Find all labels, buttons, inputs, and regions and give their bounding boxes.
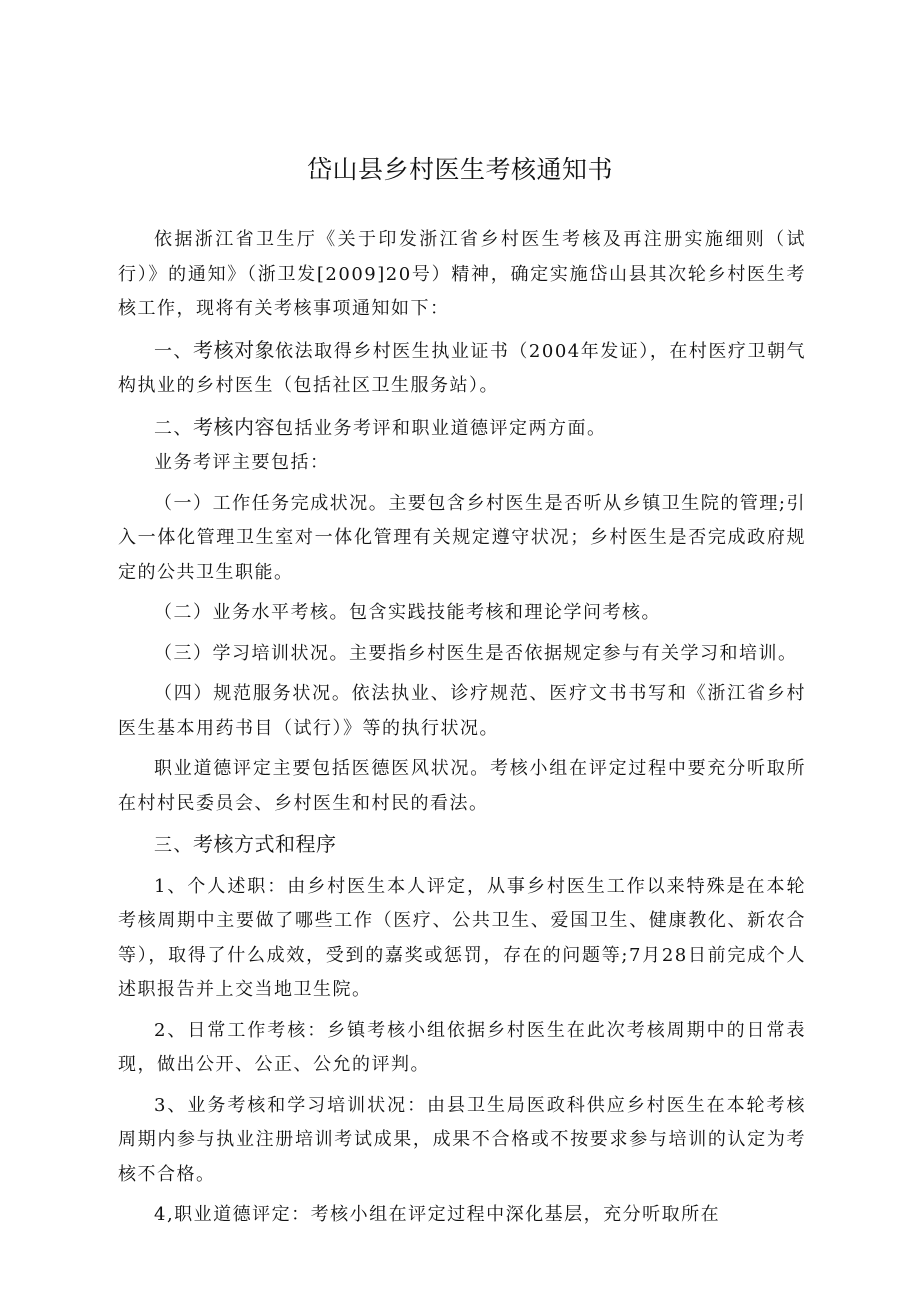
- section-2-text: 包括业务考评和职业道德评定两方面。: [275, 417, 607, 439]
- section-1-paragraph: [118, 333, 806, 404]
- item-4-paragraph: （四）规范服务状况。依法执业、诊疗规范、医疗文书书写和《浙江省乡村医生基本用药书目（试行）》等的执行状况。: [118, 683, 806, 739]
- document-body: [118, 223, 806, 1233]
- section-3-paragraph: [118, 827, 806, 864]
- item-2-paragraph: （二）业务水平考核。包含实践技能考核和理论学问考核。: [154, 602, 661, 623]
- section-1-text: 依法取得乡村医生执业证书（2004年发证），在村医疗卫朝气构执业的乡村医生（包括社区卫生服务站）。: [118, 340, 807, 396]
- step-2-paragraph: 2、日常工作考核：乡镇考核小组依据乡村医生在此次考核周期中的日常表现，做出公开、公正、公允的评判。: [118, 1019, 806, 1075]
- section-3-heading: 考核方式和程序: [193, 832, 337, 856]
- item-3-paragraph: （三）学习培训状况。主要指乡村医生是否依据规定参与有关学习和培训。: [154, 642, 798, 664]
- section-2-paragraph: [118, 410, 806, 447]
- step-4-paragraph: 4,职业道德评定：考核小组在评定过程中深化基层，充分听取所在: [154, 1204, 721, 1225]
- item-1-paragraph: （一）工作任务完成状况。主要包含乡村医生是否听从乡镇卫生院的管理;引入一体化管理卫生室对一体化管理有关规定遵守状况；乡村医生是否完成政府规定的公共卫生职能。: [118, 492, 806, 583]
- section-1-prefix: 一、: [154, 340, 194, 362]
- section-2-heading: 考核内容: [193, 414, 275, 439]
- step-1-paragraph: 1、个人述职：由乡村医生本人评定，从事乡村医生工作以来特殊是在本轮考核周期中主要做了哪些工作（医疗、公共卫生、爱国卫生、健康教化、新农合等），取得了什么成效，受到的嘉奖或惩罚，存在的问题等;7月28日前完成个人述职报告并上交当地卫生院。: [118, 875, 806, 1000]
- business-intro-paragraph: 业务考评主要包括：: [154, 452, 330, 473]
- ethics-paragraph: 职业道德评定主要包括医德医风状况。考核小组在评定过程中要充分听取所在村村民委员会、乡村医生和村民的看法。: [118, 758, 806, 814]
- section-3-prefix: 三、: [154, 835, 193, 856]
- document-title: 岱山县乡村医生考核通知书: [306, 155, 613, 184]
- section-1-heading: 考核对象: [193, 337, 276, 362]
- step-3-paragraph: 3、业务考核和学习培训状况：由县卫生局医政科供应乡村医生在本轮考核周期内参与执业注册培训考试成果，成果不合格或不按要求参与培训的认定为考核不合格。: [118, 1094, 806, 1185]
- intro-paragraph: 依据浙江省卫生厅《关于印发浙江省乡村医生考核及再注册实施细则（试行）》的通知》（浙卫发[2009]20号）精神，确定实施岱山县其次轮乡村医生考核工作，现将有关考核事项通知如下：: [118, 229, 806, 319]
- section-2-prefix: 二、: [154, 417, 193, 439]
